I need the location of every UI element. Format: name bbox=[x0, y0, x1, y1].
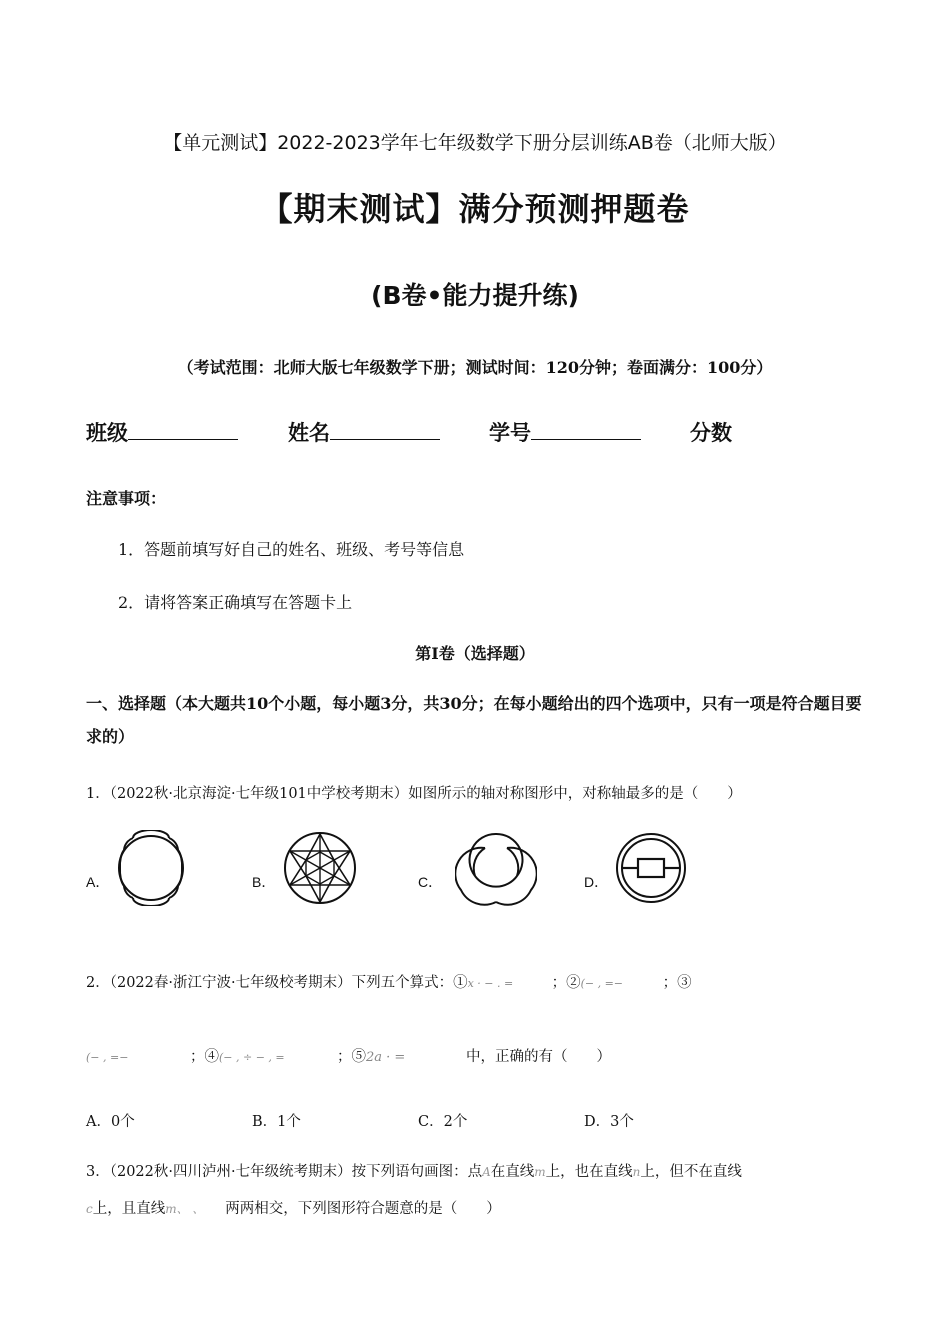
score-label: 分数 bbox=[690, 420, 732, 445]
class-field bbox=[86, 417, 238, 447]
q2-formula-2: (− , =− bbox=[580, 977, 624, 990]
student-no-field bbox=[489, 417, 641, 447]
q3-line2-b: 两两相交，下列图形符合题意的是（ ） bbox=[225, 1201, 501, 1217]
notes-heading: 注意事项： bbox=[86, 489, 167, 508]
q2-line1-prefix: 2．（2022春·浙江宁波·七年级校考期末）下列五个算式：① bbox=[86, 975, 468, 991]
q2-line2-mid1: ；④ bbox=[190, 1049, 219, 1065]
question-2-line-2 bbox=[86, 1045, 611, 1066]
q1-figure-c bbox=[455, 828, 537, 908]
q1-option-a-label[interactable]: A． bbox=[86, 874, 110, 890]
q3-line2-vars: m、 、 bbox=[165, 1202, 205, 1216]
q1-figure-d bbox=[612, 830, 690, 906]
q1-option-c-label[interactable]: C． bbox=[418, 874, 443, 890]
name-field bbox=[288, 417, 440, 447]
q1-option-b-label[interactable]: B． bbox=[252, 874, 276, 890]
note-item: 1．答题前填写好自己的姓名、班级、考号等信息 bbox=[118, 540, 465, 559]
q2-formula-5: 2a · = bbox=[366, 1050, 406, 1065]
q3-var-c: c bbox=[86, 1202, 93, 1216]
q3-line1-b: 在直线 bbox=[490, 1164, 535, 1180]
q2-line2-end: 中，正确的有（ ） bbox=[466, 1049, 611, 1065]
q2-formula-3: (− , =− bbox=[86, 1051, 129, 1064]
q3-var-n: n bbox=[632, 1165, 641, 1179]
q2-formula-1: x · − . = bbox=[467, 977, 514, 990]
name-blank[interactable] bbox=[330, 419, 440, 440]
q3-var-a: A bbox=[482, 1165, 491, 1179]
sub-title: (B卷•能力提升练) bbox=[371, 281, 579, 310]
q3-var-m: m bbox=[534, 1165, 546, 1179]
question-3-line-1 bbox=[86, 1160, 742, 1181]
student-no-blank[interactable] bbox=[531, 419, 641, 440]
q3-line1-d: 上，但不在直线 bbox=[640, 1164, 742, 1180]
name-label: 姓名 bbox=[288, 420, 330, 445]
q2-option-c[interactable]: C．2个 bbox=[418, 1114, 468, 1130]
q3-line1-c: 上，也在直线 bbox=[545, 1164, 633, 1180]
q2-option-a[interactable]: A．0个 bbox=[86, 1114, 135, 1130]
q3-line2-a: 上，且直线 bbox=[92, 1201, 166, 1217]
q2-option-b[interactable]: B．1个 bbox=[252, 1114, 301, 1130]
q3-line1-a: 3．（2022秋·四川泸州·七年级统考期末）按下列语句画图：点 bbox=[86, 1164, 483, 1180]
q2-line1-mid: ；② bbox=[551, 975, 581, 991]
q1-figure-a bbox=[112, 830, 190, 906]
score-field bbox=[690, 417, 732, 447]
question-2-line-1 bbox=[86, 971, 692, 992]
exam-scope: （考试范围：北师大版七年级数学下册；测试时间：120分钟；卷面满分：100分） bbox=[177, 358, 773, 377]
q1-figure-b bbox=[281, 830, 359, 906]
part-heading: 第I卷（选择题） bbox=[415, 644, 535, 663]
series-title: 【单元测试】2022-2023学年七年级数学下册分层训练AB卷（北师大版） bbox=[163, 132, 787, 154]
note-item: 2．请将答案正确填写在答题卡上 bbox=[118, 593, 353, 612]
q1-option-d-label[interactable]: D． bbox=[584, 874, 609, 890]
q2-option-d[interactable]: D．3个 bbox=[584, 1114, 634, 1130]
class-label: 班级 bbox=[86, 420, 128, 445]
q2-line2-mid2: ；⑤ bbox=[337, 1049, 366, 1065]
q2-formula-4: (− , ÷ − , = bbox=[219, 1051, 285, 1064]
student-no-label: 学号 bbox=[489, 420, 531, 445]
question-1-text: 1．（2022秋·北京海淀·七年级101中学校考期末）如图所示的轴对称图形中，对称轴最多的是（ ） bbox=[86, 786, 742, 802]
class-blank[interactable] bbox=[128, 419, 238, 440]
section-heading: 一、选择题（本大题共10个小题，每小题3分，共30分；在每小题给出的四个选项中，只有一项是符合题目要求的） bbox=[86, 694, 862, 746]
question-3-line-2 bbox=[86, 1197, 501, 1218]
q2-line1-end: ；③ bbox=[662, 975, 692, 991]
main-title: 【期末测试】满分预测押题卷 bbox=[260, 190, 690, 228]
